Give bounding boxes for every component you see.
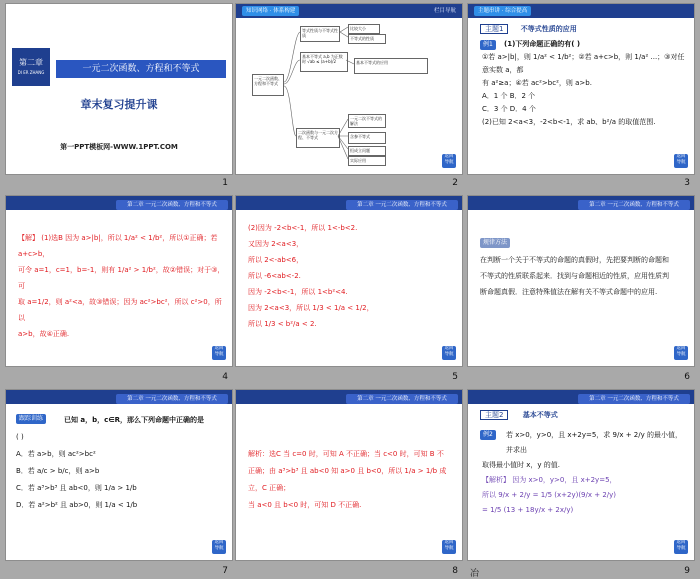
return-button[interactable]: 返回 导航 xyxy=(212,346,226,360)
diagram-node: 二次函数与一元二次方程、不等式 xyxy=(296,128,340,148)
slide-7[interactable] xyxy=(6,390,232,560)
diagram-node: 一元二次不等式的解法 xyxy=(348,114,386,128)
slide-header: 第二章 一元二次函数、方程和不等式 xyxy=(468,390,694,404)
diagram-lines xyxy=(236,4,462,174)
example-text: 若 x>0，y>0，且 x+2y=5，求 9/x + 2/y 的最小值，并求出 取得最小值时 x，y 的值. 【解析】 因为 x>0，y>0，且 x+2y=5， 所以 9/x + 2/y = 1/5 (x+2y)(9/x + 2/y) = 1/5 (13 + 18y/x + 2x/y) xyxy=(482,431,682,514)
slide-header: 第二章 一元二次函数、方程和不等式 xyxy=(236,390,462,404)
footer: 第一PPT模板网-WWW.1PPT.COM xyxy=(60,143,178,151)
slide-header: 第二章 一元二次函数、方程和不等式 xyxy=(6,390,232,404)
diagram-node: 含参不等式 xyxy=(348,132,386,144)
slide-number-8: 8 xyxy=(452,566,458,576)
slide-1[interactable] xyxy=(6,4,232,174)
diagram-node: 不等式的性质 xyxy=(348,34,386,44)
problem-text: (1)下列命题正确的有( ) ①若 a>|b|，则 1/a² < 1/b²；②若 a+c>b，则 1/a² ...；③对任意实数 a，都 有 a²≥a；④若 ac²>bc²，则 a>b. A．1 个 B．2 个 C．3 个 D．4 个 (2)已知 2<a<3，-2<b<-1，求 ab、b²/a 的取值范围. xyxy=(482,40,685,126)
slide-9[interactable] xyxy=(468,390,694,560)
diagram-root: 一元二次函数、方程和不等式 xyxy=(252,74,284,96)
example-tag: 例1 xyxy=(480,40,496,50)
slide-number-9: 9 xyxy=(684,566,690,576)
slide-number-6: 6 xyxy=(684,372,690,382)
slide-title: 章末复习提升课 xyxy=(80,98,158,111)
diagram-node: 恒成立问题 xyxy=(348,146,386,156)
return-button[interactable]: 返回 导航 xyxy=(442,154,456,168)
topic-label: 主题1 不等式性质的应用 xyxy=(480,24,577,34)
diagram-node: 比较大小 xyxy=(348,24,380,34)
return-button[interactable]: 返回 导航 xyxy=(674,346,688,360)
slide-header: 主题串讲 · 综合提高 xyxy=(468,4,694,18)
slide-header: 第二章 一元二次函数、方程和不等式 xyxy=(6,196,232,210)
slide-4[interactable] xyxy=(6,196,232,366)
slide-6[interactable] xyxy=(468,196,694,366)
slide-number-3: 3 xyxy=(684,178,690,188)
diagram-node: 实际应用 xyxy=(348,156,386,166)
practice-tag: 跟踪训练 xyxy=(16,414,46,424)
slide-header: 知识网络 · 体系构建 栏目导航 xyxy=(236,4,462,18)
return-button[interactable]: 返回 导航 xyxy=(674,540,688,554)
topic-label: 主题2 基本不等式 xyxy=(480,410,558,420)
slide-number-5: 5 xyxy=(452,372,458,382)
solution-text: 【解】 (1)选B 因为 a>|b|，所以 1/a² < 1/b²，所以①正确；若 a+c>b， 可令 a=1，c=1，b=-1，则有 1/a² > 1/b²，故②错误；对于③，可 取 a=1/2，则 a²<a，故③错误；因为 ac²>bc²，所以 c²>0，所以 a>b，故④正确. xyxy=(18,234,225,338)
chapter-title: 一元二次函数、方程和不等式 xyxy=(56,60,226,78)
slide-number-1: 1 xyxy=(222,178,228,188)
example-tag: 例2 xyxy=(480,430,496,440)
watermark-char: 冶 xyxy=(470,569,480,579)
slide-number-2: 2 xyxy=(452,178,458,188)
return-button[interactable]: 返回 导航 xyxy=(442,540,456,554)
method-tag: 规律方法 xyxy=(480,238,510,248)
slide-3[interactable] xyxy=(468,4,694,174)
return-button[interactable]: 返回 导航 xyxy=(674,154,688,168)
slide-2[interactable] xyxy=(236,4,462,174)
diagram-node: 等式性质与不等式性质 xyxy=(300,26,340,42)
diagram-node: 基本不等式的应用 xyxy=(354,58,428,74)
chapter-badge: 第二章 DI ER ZHANG xyxy=(12,48,50,86)
slide-number-4: 4 xyxy=(222,372,228,382)
slide-5[interactable] xyxy=(236,196,462,366)
slide-number-7: 7 xyxy=(222,566,228,576)
analysis-text: 解析：选C 当 c=0 时，可知 A 不正确；当 c<0 时，可知 B 不 正确；由 a³>b³ 且 ab<0 知 a>0 且 b<0，所以 1/a > 1/b 成立，C 正确； 当 a<0 且 b<0 时，可知 D 不正确. xyxy=(248,450,447,509)
return-button[interactable]: 返回 导航 xyxy=(212,540,226,554)
slide-header: 第二章 一元二次函数、方程和不等式 xyxy=(468,196,694,210)
slide-header: 第二章 一元二次函数、方程和不等式 xyxy=(236,196,462,210)
diagram-node: 基本不等式 a,b 为正数时 √ab ≤ (a+b)/2 xyxy=(300,52,348,72)
return-button[interactable]: 返回 导航 xyxy=(442,346,456,360)
practice-text: 已知 a，b，c∈R，那么下列命题中正确的是 ( ) A．若 a>b，则 ac²>bc² B．若 a/c > b/c，则 a>b C．若 a³>b³ 且 ab<0，则 1/a > 1/b D．若 a²>b² 且 ab>0，则 1/a < 1/b xyxy=(16,416,204,509)
solution-text: (2)因为 -2<b<-1，所以 1<-b<2. 又因为 2<a<3， 所以 2<-ab<6， 所以 -6<ab<-2. 因为 -2<b<-1，所以 1<b²<4. 因为 2<a<3，所以 1/3 < 1/a < 1/2， 所以 1/3 < b²/a < 2. xyxy=(248,224,374,328)
slide-8[interactable] xyxy=(236,390,462,560)
method-text: 在判断一个关于不等式的命题的真假时，先把要判断的命题和 不等式的性质联系起来．找到与命题相近的性质，应用性质判 断命题真假．注意特殊值法在解有关不等式命题中的应用. xyxy=(480,256,669,296)
